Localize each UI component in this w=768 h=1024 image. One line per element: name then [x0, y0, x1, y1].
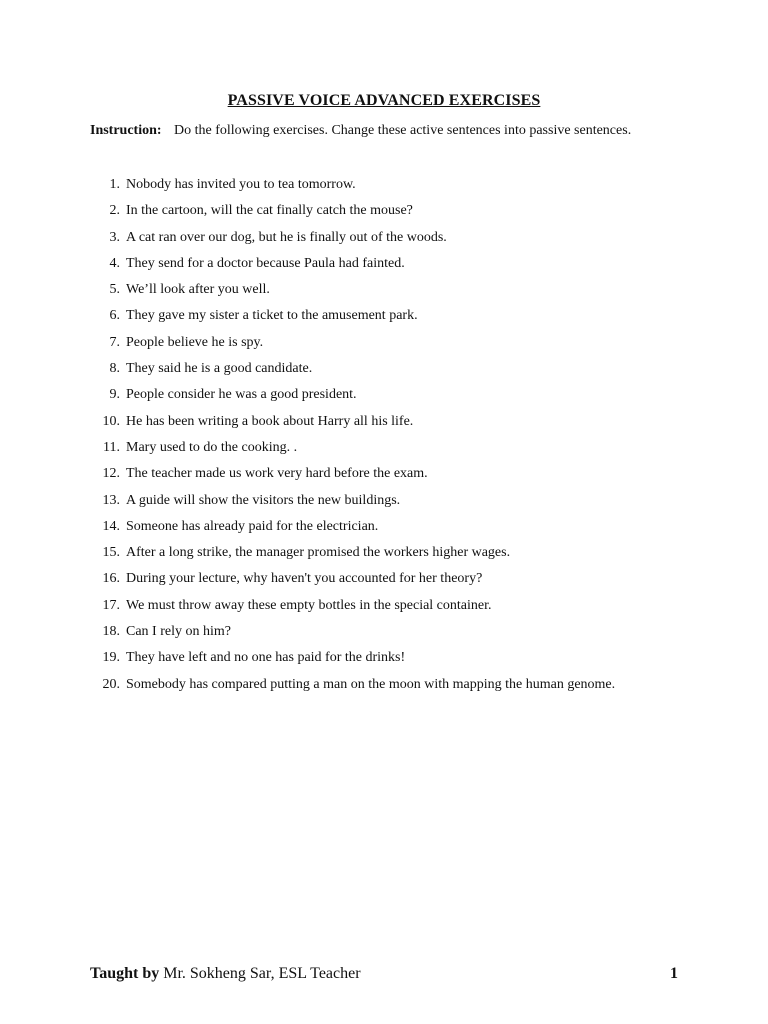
item-number: 20.	[102, 676, 120, 692]
item-text: Mary used to do the cooking. .	[126, 439, 298, 455]
list-item	[0, 385, 768, 411]
list-item	[0, 438, 768, 464]
item-number: 14.	[102, 518, 120, 534]
footer-teacher: Mr. Sokheng Sar, ESL Teacher	[159, 965, 361, 982]
item-number: 18.	[102, 624, 120, 640]
list-item	[0, 543, 768, 569]
item-number: 5.	[109, 282, 120, 298]
item-text: In the cartoon, will the cat finally catch the mouse?	[126, 203, 413, 219]
item-number: 1.	[109, 177, 120, 192]
item-number: 11.	[103, 439, 120, 455]
list-item	[0, 201, 768, 227]
list-item	[0, 280, 768, 306]
item-text: We must throw away these empty bottles in the special container.	[126, 597, 492, 613]
item-text: Nobody has invited you to tea tomorrow.	[126, 177, 356, 192]
instruction-text: Do the following exercises. Change these active sentences into passive sentences.	[174, 123, 632, 138]
list-item	[0, 412, 768, 438]
list-item	[0, 622, 768, 648]
item-text: People believe he is spy.	[126, 334, 264, 350]
page-title: PASSIVE VOICE ADVANCED EXERCISES	[227, 92, 541, 109]
item-number: 7.	[109, 334, 120, 350]
item-text: They send for a doctor because Paula had fainted.	[126, 255, 405, 271]
instruction-label: Instruction:	[90, 123, 162, 138]
list-item	[0, 254, 768, 280]
item-text: Somebody has compared putting a man on the moon with mapping the human genome.	[126, 676, 616, 692]
list-item	[0, 648, 768, 674]
item-number: 9.	[109, 387, 120, 403]
item-text: The teacher made us work very hard before the exam.	[126, 466, 428, 482]
item-text: Someone has already paid for the electrician.	[126, 518, 379, 534]
item-text: They have left and no one has paid for the drinks!	[126, 650, 406, 666]
list-item	[0, 359, 768, 385]
list-item	[0, 491, 768, 517]
item-number: 17.	[102, 597, 120, 613]
item-number: 13.	[102, 492, 120, 508]
exercise-list	[0, 175, 768, 701]
instruction	[90, 123, 631, 139]
list-item	[0, 569, 768, 595]
item-number: 15.	[102, 545, 120, 561]
item-text: A cat ran over our dog, but he is finally out of the woods.	[126, 229, 447, 245]
item-text: They said he is a good candidate.	[126, 361, 313, 377]
list-item	[0, 228, 768, 254]
item-text: Can I rely on him?	[126, 624, 231, 640]
item-text: They gave my sister a ticket to the amusement park.	[126, 308, 418, 324]
item-number: 8.	[109, 361, 120, 377]
item-text: We’ll look after you well.	[126, 282, 270, 298]
item-number: 16.	[102, 571, 120, 587]
item-text: During your lecture, why haven't you accounted for her theory?	[126, 571, 483, 587]
item-number: 19.	[102, 650, 120, 666]
list-item	[0, 333, 768, 359]
list-item	[0, 464, 768, 490]
item-text: He has been writing a book about Harry all his life.	[126, 413, 414, 429]
item-text: People consider he was a good president.	[126, 387, 357, 403]
page-number: 1	[670, 965, 678, 982]
list-item	[0, 675, 768, 701]
list-item	[0, 175, 768, 201]
item-text: A guide will show the visitors the new buildings.	[126, 492, 401, 508]
list-item	[0, 306, 768, 332]
item-number: 10.	[102, 413, 120, 429]
item-number: 6.	[109, 308, 120, 324]
footer-label: Taught by	[90, 965, 160, 982]
item-number: 12.	[102, 466, 120, 482]
list-item	[0, 517, 768, 543]
list-item	[0, 596, 768, 622]
footer-credit	[90, 965, 361, 983]
item-number: 4.	[109, 255, 120, 271]
item-number: 3.	[109, 229, 120, 245]
item-text: After a long strike, the manager promised the workers higher wages.	[126, 545, 511, 561]
item-number: 2.	[109, 203, 120, 219]
